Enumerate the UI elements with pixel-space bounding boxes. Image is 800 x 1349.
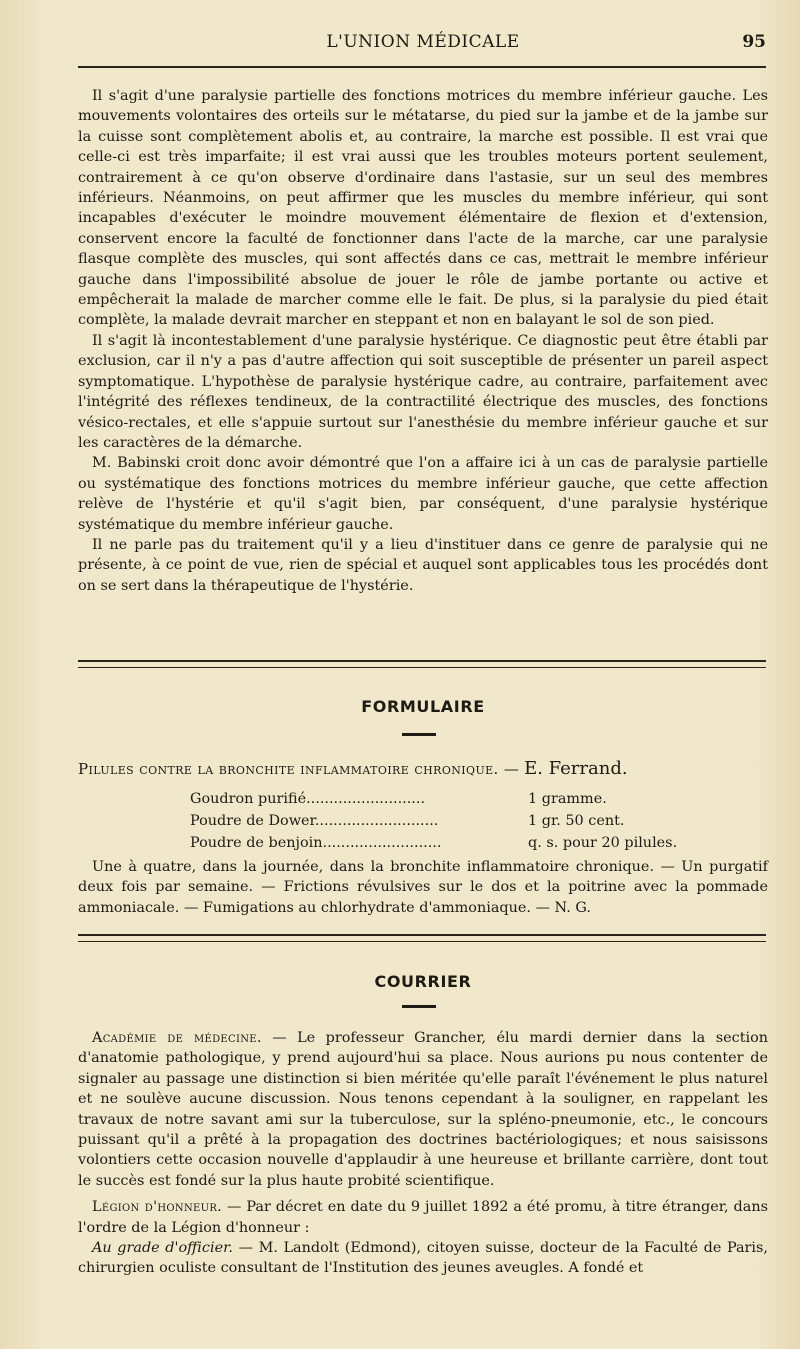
recipe-name: Pilules contre la bronchite inflammatoire chronique. — [78,760,520,778]
news-item-legion [78,1197,768,1238]
section-divider [78,934,766,942]
ingredient-list [190,788,710,854]
news-text: — M. Landolt (Edmond), citoyen suisse, docteur de la Faculté de Paris, chirurgien oculiste consultant de l'Institution des jeunes aveugles. A fondé et [78,1240,768,1277]
courrier-news [78,1028,768,1279]
courrier-heading: COURRIER [374,972,472,991]
news-lead: Légion d'honneur. [92,1199,223,1216]
news-item-academie [78,1028,768,1191]
news-item-grade [78,1238,768,1279]
news-lead: Au grade d'officier. [92,1240,233,1257]
page-number: 95 [742,32,766,52]
news-lead: Académie de médecine. [92,1030,262,1046]
paragraph: Il s'agit d'une paralysie partielle des fonctions motrices du membre inférieur gauche. Les mouvements volontaires des orteils sur le métatarse, du pied sur la jambe et de la jambe sur la cuisse sont complètement abolis et, au contraire, la marche est possible. Il est vrai que celle-ci est très imparfaite; il est vrai aussi que les troubles moteurs portent seulement, contrairement à ce qu'on observe d'ordinaire dans l'astasie, sur un seul des membres inférieurs. Néanmoins, on peut affirmer que les muscles du membre inférieur, qui sont incapables d'exécuter le moindre mouvement élémentaire de flexion et d'extension, conservent encore la faculté de fonctionner dans l'acte de la marche, car une paralysie flasque complète des muscles, qui sont affectés dans ce cas, mettrait le membre inférieur gauche dans l'impossibilité absolue de jouer le rôle de jambe portante ou active et empêcherait la malade de marcher comme elle le fait. De plus, si la paralysie du pied était complète, la malade devrait marcher en steppant et non en balayant le sol de son pied. [78,88,768,329]
section-divider [78,660,766,668]
running-header [78,32,768,62]
paragraph: M. Babinski croit donc avoir démontré que l'on a affaire ici à un cas de paralysie partielle ou systématique des fonctions motrices du membre inférieur gauche, que cette affection relève de l'hystérie et qu'il s'agit bien, par conséquent, d'une paralysie hystérique systématique du membre inférieur gauche. [78,455,768,533]
paragraph: Il s'agit là incontestablement d'une paralysie hystérique. Ce diagnostic peut être établi par exclusion, car il n'y a pas d'autre affection qui soit susceptible de présenter un pareil aspect symptomatique. L'hypothèse de paralysie hystérique cadre, au contraire, parfaitement avec l'intégrité des réflexes tendineux, de la contractilité électrique des muscles, des fonctions vésico-rectales, et elle s'appuie surtout sur l'anesthésie du membre inférieur gauche et sur les caractères de la démarche. [78,332,768,451]
formulaire-heading: FORMULAIRE [361,697,485,716]
heading-underline [402,1005,436,1008]
news-text: — Le professeur Grancher, élu mardi dernier dans la section d'anatomie pathologique, y prend aujourd'hui sa place. Nous aurions pu nous contenter de signaler au passage une distinction si bien méritée qu'elle paraît l'événement le plus naturel et ne soulève aucune discussion. Nous tenons cependant à la souligner, en rappelant les travaux de notre savant ami sur la tuberculose, sur la spléno-pneumonie, etc., le concours puissant qu'il a prêté à la propagation des doctrines bactériologiques; et nous saisissons volontiers cette occasion nouvelle d'applaudir à une heureuse et brillante carrière, dont tout le succès est fondé sur la plus haute probité scientifique. [78,1030,769,1189]
ingredient-name: Goudron purifié.......................... [190,791,426,807]
recipe-title [78,758,768,779]
ingredient-row [190,832,710,854]
paragraph: Il ne parle pas du traitement qu'il y a lieu d'instituer dans ce genre de paralysie qui ne présente, à ce point de vue, rien de spécial et auquel sont applicables tous les procédés dont on se sert dans la thérapeutique de l'hystérie. [78,536,768,594]
paragraph: Une à quatre, dans la journée, dans la bronchite inflammatoire chronique. — Un purgatif deux fois par semaine. — Frictions révulsives sur le dos et la poitrine avec la pommade ammoniacale. — Fumigations au chlorhydrate d'ammoniaque. — N. G. [78,859,768,916]
ingredient-qty: 1 gramme. [528,791,607,807]
heading-underline [402,733,436,736]
ingredient-qty: q. s. pour 20 pilules. [528,835,678,851]
ingredient-qty: 1 gr. 50 cent. [528,813,625,829]
recipe-author: E. Ferrand. [524,758,628,779]
news-text: — Par décret en date du 9 juillet 1892 a été promu, à titre étranger, dans l'ordre de la Légion d'honneur : [78,1199,768,1236]
header-rule [78,66,766,68]
article-continuation [78,86,768,596]
ingredient-name: Poudre de Dower........................... [190,813,439,829]
ingredient-row [190,810,710,832]
journal-title: L'UNION MÉDICALE [326,32,520,52]
recipe-usage [78,857,768,918]
ingredient-name: Poudre de benjoin.......................... [190,835,442,851]
ingredient-row [190,788,710,810]
